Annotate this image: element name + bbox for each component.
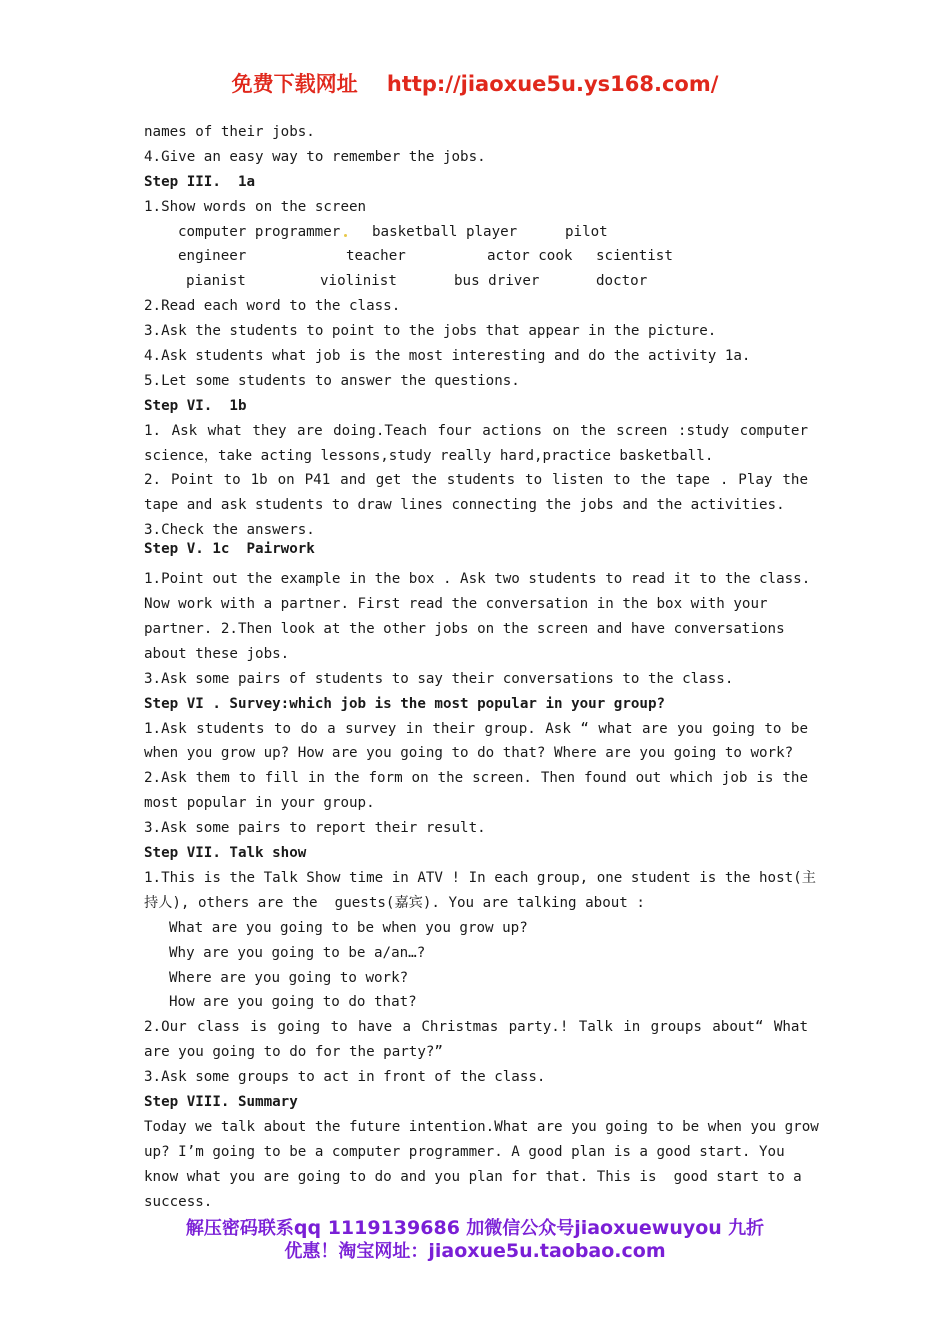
text-line: 3.Ask some groups to act in front of the class. [144, 1069, 546, 1086]
text-line: 2. Point to 1b on P41 and get the students to listen to the tape . Play the [144, 472, 808, 489]
step-heading: Step V. 1c Pairwork [144, 541, 315, 558]
question-line: Where are you going to work? [169, 969, 409, 986]
text-line: 5.Let some students to answer the questions. [144, 372, 520, 389]
text-line: 3.Check the answers. [144, 522, 315, 539]
step-heading: Step VI . Survey:which job is the most popular in your group? [144, 695, 666, 712]
word-list-row [144, 220, 808, 245]
text-line: Now work with a partner. First read the conversation in the box with your [144, 596, 768, 613]
download-url-header: 免费下载网址 http://jiaoxue5u.ys168.com/ [231, 72, 719, 96]
text-line: up? I’m going to be a computer programmer. A good plan is a good start. You [144, 1143, 785, 1160]
text-line: 3.Ask some pairs of students to say their conversations to the class. [144, 670, 734, 687]
word-item: pianist [186, 273, 246, 290]
word-list-row [144, 269, 808, 294]
text-line: most popular in your group. [144, 795, 375, 812]
word-item: pilot [565, 223, 608, 240]
text-line: 1. Ask what they are doing.Teach four actions on the screen :study computer [144, 422, 808, 439]
text-line: 1.Point out the example in the box . Ask two students to read it to the class. [144, 571, 811, 588]
text-line: partner. 2.Then look at the other jobs on the screen and have conversations [144, 621, 785, 638]
footer-text: 九折 [721, 1218, 765, 1239]
step-heading: Step VI. 1b [144, 397, 247, 414]
text-line: 3.Ask the students to point to the jobs that appear in the picture. [144, 323, 717, 340]
text-line: 1.Ask students to do a survey in their group. Ask “ what are you going to be [144, 720, 808, 737]
word-item: violinist [320, 273, 397, 290]
text-line: when you grow up? How are you going to do that? Where are you going to work? [144, 745, 794, 762]
step-heading: Step VIII. Summary [144, 1093, 298, 1110]
footer-text: 加微信公众号 [459, 1218, 575, 1239]
qq-contact: qq 1119139686 [293, 1217, 460, 1239]
word-item: scientist [596, 248, 673, 265]
text-line: about these jobs. [144, 645, 290, 662]
question-line: What are you going to be when you grow up? [169, 919, 528, 936]
text-line: 持人), others are the guests(嘉宾). You are talking about : [144, 894, 645, 911]
text-line: know what you are going to do and you plan for that. This is good start to a [144, 1168, 802, 1185]
question-line: Why are you going to be a/an…? [169, 944, 426, 961]
text-line: 4.Give an easy way to remember the jobs. [144, 148, 486, 165]
text-line: 1.Show words on the screen [144, 198, 367, 215]
text-line: 2.Read each word to the class. [144, 298, 401, 315]
word-item: teacher [346, 248, 406, 265]
text-line: 1.This is the Talk Show time in ATV ! In each group, one student is the host(主 [144, 869, 816, 886]
question-line: How are you going to do that? [169, 994, 417, 1011]
word-item: engineer [178, 248, 247, 265]
word-item: actor cook [487, 248, 573, 265]
text-line: Today we talk about the future intention.What are you going to be when you grow [144, 1118, 819, 1135]
word-list-row [144, 244, 808, 269]
text-line: are you going to do for the party?” [144, 1044, 443, 1061]
text-line: 2.Our class is going to have a Christmas party.! Talk in groups about“ What [144, 1019, 808, 1036]
word-item: computer programmer [178, 223, 341, 240]
text-line: tape and ask students to draw lines connecting the jobs and the activities. [144, 497, 785, 514]
text-line: 4.Ask students what job is the most interesting and do the activity 1a. [144, 348, 751, 365]
taobao-shop-link[interactable]: jiaoxue5u.taobao.com [428, 1240, 666, 1262]
wechat-account: jiaoxuewuyou [574, 1217, 722, 1239]
word-item: doctor [596, 273, 648, 290]
word-item: basketball player [372, 223, 518, 240]
text-line: success. [144, 1193, 213, 1210]
step-heading: Step VII. Talk show [144, 845, 307, 862]
word-item: bus driver [454, 273, 540, 290]
text-line: 3.Ask some pairs to report their result. [144, 820, 486, 837]
text-line: names of their jobs. [144, 124, 315, 140]
step-heading: Step III. 1a [144, 173, 256, 190]
contact-footer [0, 1217, 950, 1263]
text-line: science，take acting lessons,study really hard,practice basketball. [144, 447, 714, 464]
footer-text: 优惠！淘宝网址： [284, 1241, 429, 1262]
footer-text: 解压密码联系 [185, 1218, 294, 1239]
text-line: 2.Ask them to fill in the form on the screen. Then found out which job is the [144, 770, 808, 787]
lesson-content [144, 120, 819, 1214]
